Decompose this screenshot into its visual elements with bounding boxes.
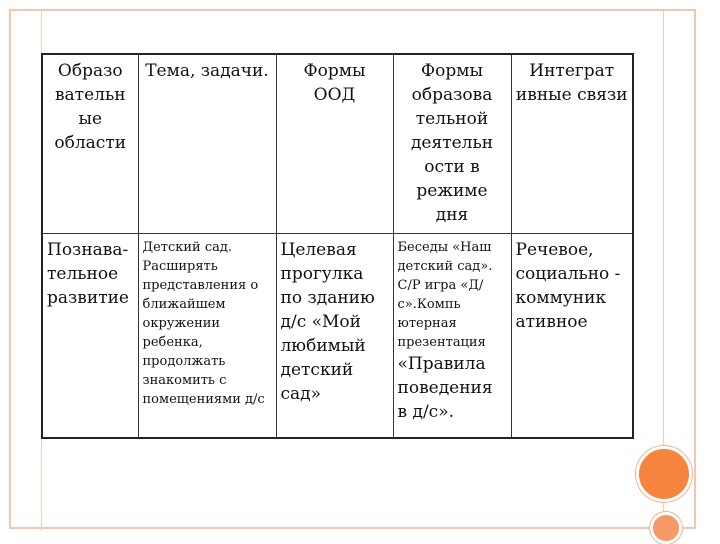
header-regime-forms: Формы образова тельной деятельн ости в режиме дня <box>393 54 511 234</box>
cell-tasks: Детский сад. Расширять представления о ближайшем окружении ребенка, продолжать знакомить с помещениями д/с <box>138 234 276 439</box>
decor-circle-large <box>636 446 692 502</box>
regime-big-text: «Правила поведения в д/с». <box>397 354 493 422</box>
cell-area: Познава-тельное развитие <box>42 234 138 439</box>
header-ood-forms: Формы ООД <box>276 54 393 234</box>
table-row <box>42 234 633 439</box>
cell-integration: Речевое, социально - коммуник ативное <box>511 234 633 439</box>
plan-table <box>41 53 634 439</box>
cell-ood: Целевая прогулка по зданию д/с «Мой любимый детский сад» <box>276 234 393 439</box>
header-areas: Образо вательн ые области <box>42 54 138 234</box>
header-topic: Тема, задачи. <box>138 54 276 234</box>
decor-circle-small <box>650 512 682 544</box>
table-header-row <box>42 54 633 234</box>
cell-regime <box>393 234 511 439</box>
regime-small-text: Беседы «Наш детский сад». С/Р игра «Д/с».Компь ютерная презентация <box>397 240 493 350</box>
header-integration: Интеграт ивные связи <box>511 54 633 234</box>
